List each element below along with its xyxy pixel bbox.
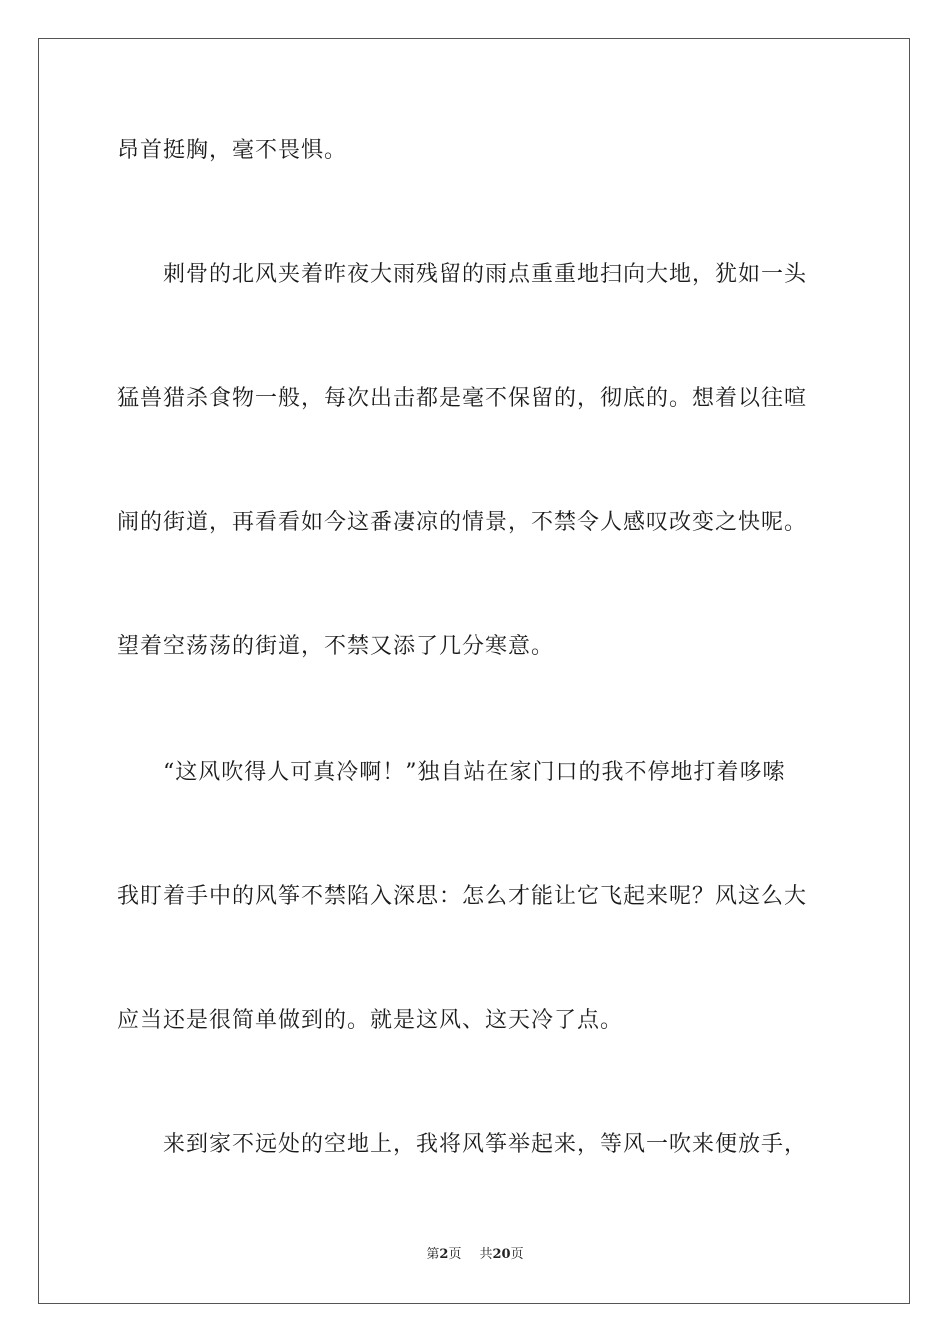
page-number: 2 [439, 1247, 449, 1262]
page-label-prefix: 第 [426, 1247, 440, 1262]
page-border [38, 38, 910, 1304]
paragraph-line: 猛兽猎杀食物一般，每次出击都是毫不保留的，彻底的。想着以往喧 [117, 386, 808, 411]
paragraph-line: 望着空荡荡的街道，不禁又添了几分寒意。 [117, 634, 555, 659]
total-pages: 20 [492, 1247, 511, 1262]
total-label-suffix: 页 [510, 1247, 524, 1262]
total-label-prefix: 共 [479, 1247, 493, 1262]
paragraph-line: 刺骨的北风夹着昨夜大雨残留的雨点重重地扫向大地，犹如一头 [163, 262, 808, 287]
page-footer [0, 1246, 950, 1264]
paragraph-line: 我盯着手中的风筝不禁陷入深思：怎么才能让它飞起来呢？风这么大 [117, 884, 808, 909]
page-label-suffix: 页 [448, 1247, 462, 1262]
paragraph-line: 昂首挺胸，毫不畏惧。 [117, 138, 348, 163]
paragraph-line: “这风吹得人可真冷啊！”独自站在家门口的我不停地打着哆嗦 [163, 760, 786, 785]
paragraph-line: 应当还是很简单做到的。就是这风、这天冷了点。 [117, 1008, 624, 1033]
paragraph-line: 闹的街道，再看看如今这番凄凉的情景，不禁令人感叹改变之快呢。 [117, 510, 808, 535]
paragraph-line: 来到家不远处的空地上，我将风筝举起来，等风一吹来便放手， [163, 1132, 808, 1157]
